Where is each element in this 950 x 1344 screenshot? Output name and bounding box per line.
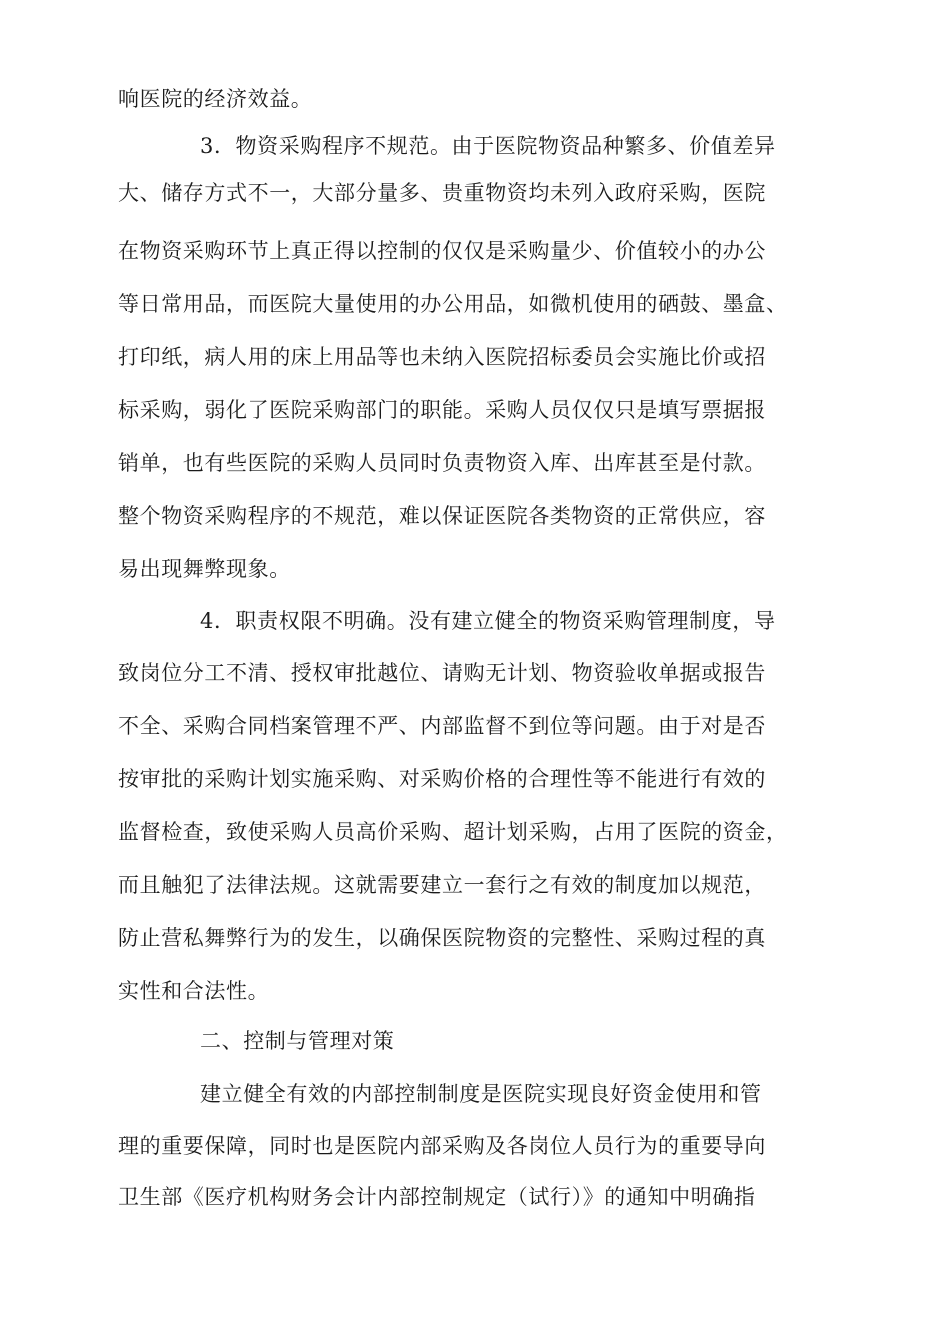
text-line: 卫生部《医疗机构财务会计内部控制规定（试行）》的通知中明确指: [118, 1185, 756, 1209]
text-line: 整个物资采购程序的不规范，难以保证医院各类物资的正常供应，容: [118, 504, 766, 528]
text-line: 等日常用品，而医院大量使用的办公用品，如微机使用的硒鼓、墨盒、: [118, 292, 788, 316]
text-line: 4．职责权限不明确。没有建立健全的物资采购管理制度，导: [200, 609, 776, 633]
text-line: 打印纸，病人用的床上用品等也未纳入医院招标委员会实施比价或招: [118, 345, 766, 369]
text-line: 监督检查，致使采购人员高价采购、超计划采购，占用了医院的资金，: [118, 820, 788, 844]
text-line: 在物资采购环节上真正得以控制的仅仅是采购量少、价值较小的办公: [118, 239, 766, 263]
text-line: 致岗位分工不清、授权审批越位、请购无计划、物资验收单据或报告: [118, 661, 766, 685]
text-line: 建立健全有效的内部控制制度是医院实现良好资金使用和管: [200, 1082, 762, 1106]
text-line: 理的重要保障，同时也是医院内部采购及各岗位人员行为的重要导向: [118, 1134, 766, 1158]
text-line: 响医院的经济效益。: [118, 87, 313, 111]
text-line: 大、储存方式不一，大部分量多、贵重物资均未列入政府采购，医院: [118, 181, 766, 205]
text-line: 实性和合法性。: [118, 979, 270, 1003]
text-line: 销单，也有些医院的采购人员同时负责物资入库、出库甚至是付款。: [118, 451, 766, 475]
text-line: 标采购，弱化了医院采购部门的职能。采购人员仅仅只是填写票据报: [118, 398, 766, 422]
section-heading: 二、控制与管理对策: [200, 1029, 395, 1053]
text-line: 不全、采购合同档案管理不严、内部监督不到位等问题。由于对是否: [118, 714, 766, 738]
text-line: 3．物资采购程序不规范。由于医院物资品种繁多、价值差异: [200, 134, 776, 158]
text-line: 按审批的采购计划实施采购、对采购价格的合理性等不能进行有效的: [118, 767, 766, 791]
text-line: 防止营私舞弊行为的发生，以确保医院物资的完整性、采购过程的真: [118, 926, 766, 950]
text-line: 易出现舞弊现象。: [118, 557, 291, 581]
text-line: 而且触犯了法律法规。这就需要建立一套行之有效的制度加以规范，: [118, 873, 766, 897]
